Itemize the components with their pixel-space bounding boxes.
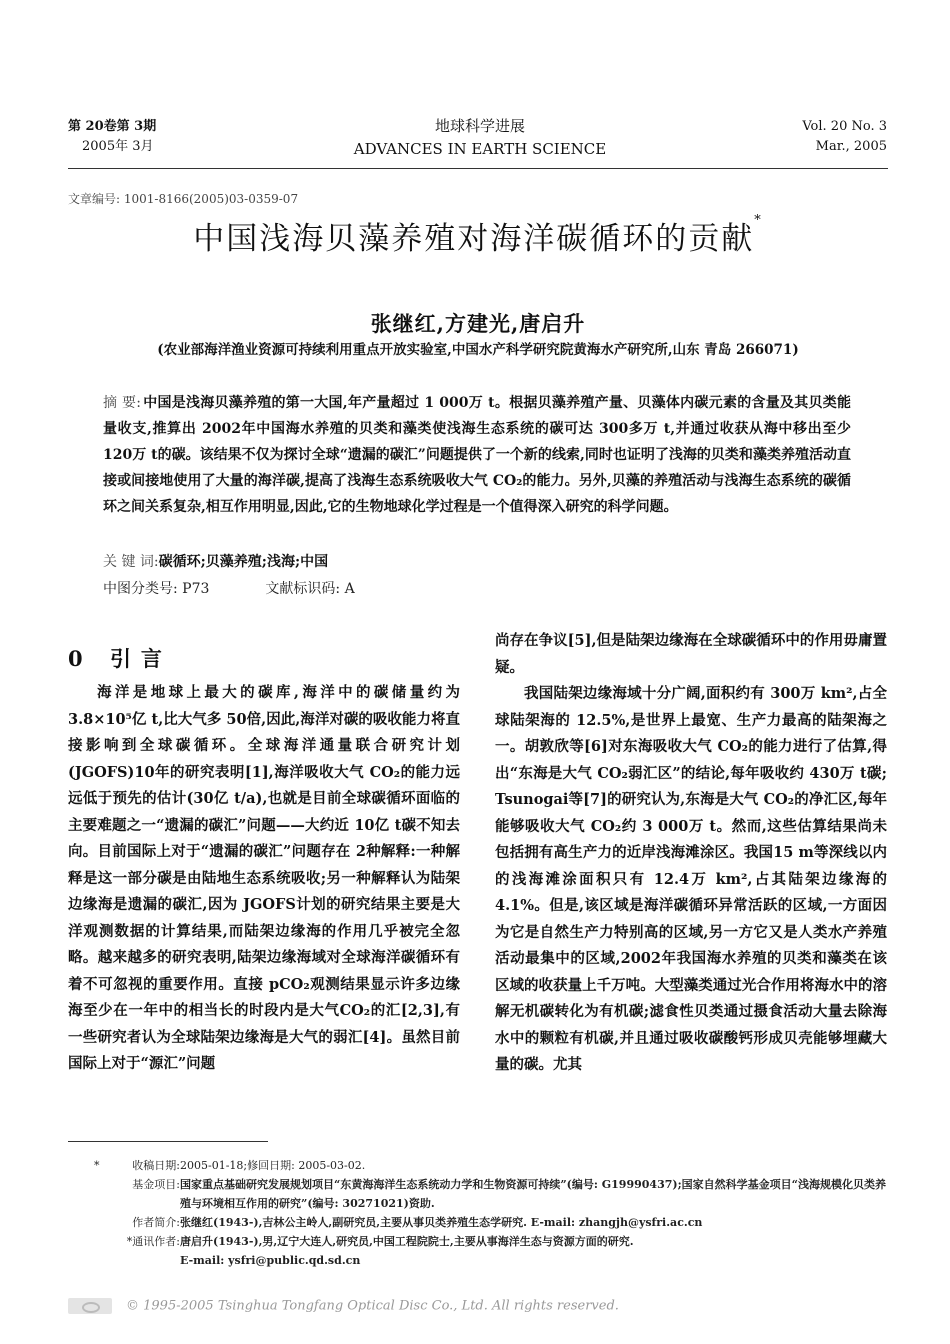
- document-code: 文献标识码: A: [265, 581, 355, 597]
- classification: [103, 578, 411, 598]
- clc-number: 中图分类号: P73: [103, 581, 210, 597]
- title-text: 中国浅海贝藻养殖对海洋碳循环的贡献: [193, 221, 755, 257]
- title-footnote-mark: *: [754, 213, 763, 228]
- publisher-logo-icon: [68, 1298, 112, 1314]
- footnote-divider: [68, 1141, 268, 1142]
- abstract-label: 摘 要:: [103, 395, 141, 411]
- volume-number: Vol. 20 No. 3: [802, 119, 887, 134]
- received-label: 收稿日期:: [132, 1159, 180, 1172]
- volume-date: Mar., 2005: [815, 139, 887, 154]
- footnote-email: [68, 1251, 888, 1270]
- page-title: [68, 213, 888, 258]
- corresponding-label: *通讯作者:: [126, 1235, 180, 1248]
- issue-info: [68, 117, 156, 157]
- article-number: 文章编号: 1001-8166(2005)03-0359-07: [68, 192, 299, 206]
- paragraph-continued: 尚存在争议[5],但是陆架边缘海在全球碳循环中的作用毋庸置疑。: [495, 632, 887, 676]
- copyright-bar: [68, 1298, 888, 1314]
- fund-text: 国家重点基础研究发展规划项目“东黄海海洋生态系统动力学和生物资源可持续”(编号: G19990437);国家自然科学基金项目“浅海规模化贝类养殖与环境相互作用的研究”(编号: 30271021)资助.: [180, 1178, 886, 1210]
- keywords-text: 碳循环;贝藻养殖;浅海;中国: [158, 554, 329, 570]
- author-text: 张继红(1943-),吉林公主岭人,副研究员,主要从事贝类养殖生态学研究. E-mail: zhangjh@ysfri.ac.cn: [180, 1216, 703, 1229]
- issue-number: 第 20卷第 3期: [68, 119, 157, 134]
- keywords: [103, 551, 328, 571]
- section-title: 引言: [109, 646, 172, 671]
- issue-date: 2005年 3月: [82, 139, 154, 154]
- footnotes: [68, 1156, 888, 1270]
- corresponding-text: 唐启升(1943-),男,辽宁大连人,研究员,中国工程院院士,主要从事海洋生态与资源方面的研究.: [180, 1235, 634, 1248]
- abstract: [103, 390, 851, 520]
- corresponding-email: E-mail: ysfri@public.qd.sd.cn: [180, 1254, 361, 1267]
- footnote-corresponding: [68, 1232, 888, 1251]
- section-number: 0: [68, 646, 93, 671]
- volume-info: [802, 117, 887, 157]
- header-divider: [68, 168, 888, 169]
- journal-name-en: ADVANCES IN EARTH SCIENCE: [353, 140, 607, 158]
- author-label: 作者简介:: [132, 1216, 180, 1229]
- fund-label: 基金项目:: [132, 1178, 180, 1191]
- section-heading: [68, 643, 172, 673]
- footnote-star: *: [94, 1159, 100, 1172]
- journal-name-cn: 地球科学进展: [434, 117, 525, 135]
- received-text: 2005-01-18;修回日期: 2005-03-02.: [180, 1159, 366, 1172]
- footnote-fund: [68, 1175, 888, 1213]
- author-list: 张继红,方建光,唐启升: [370, 311, 586, 336]
- body-column-right: [495, 628, 887, 1079]
- affiliation: (农业部海洋渔业资源可持续利用重点开放实验室,中国水产科学研究院黄海水产研究所,山东 青岛 266071): [157, 342, 799, 358]
- paragraph: 我国陆架边缘海域十分广阔,面积约有 300万 km²,占全球陆架海的 12.5%,是世界上最宽、生产力最高的陆架海之一。胡敦欣等[6]对东海吸收大气 CO₂的能力进行了估算,得出“东海是大气 CO₂弱汇区”的结论,每年吸收约 430万 t碳; Tsunogai等[7]的研究认为,东海是大气 CO₂的净汇区,每年能够吸收大气 CO₂约 3 000万 t。然而,这些估算结果尚未包括拥有高生产力的近岸浅海滩涂区。我国15 m等深线以内的浅海滩涂面积只有 12.4万 km²,占其陆架边缘海的 4.1%。但是,该区域是海洋碳循环异常活跃的区域,一方面因为它是自然生产力特别高的区域,另一方它又是人类水产养殖活动最集中的区域,2002年我国海水养殖的贝类和藻类在该区域的收获量上千万吨。大型藻类通过光合作用将海水中的溶解无机碳转化为有机碳;滤食性贝类通过摄食活动大量去除海水中的颗粒有机碳,并且通过吸收碳酸钙形成贝壳能够埋藏大量的碳。尤其: [495, 685, 887, 1073]
- footnote-received: [68, 1156, 888, 1175]
- paragraph: 海洋是地球上最大的碳库,海洋中的碳储量约为 3.8×10⁵亿 t,比大气多 50倍,因此,海洋对碳的吸收能力将直接影响到全球碳循环。全球海洋通量联合研究计划(JGOFS)10年的研究表明[1],海洋吸收大气 CO₂的能力远远低于预先的估计(30亿 t/a),也就是目前全球碳循环面临的主要难题之一“遗漏的碳汇”问题——大约近 10亿 t碳不知去向。目前国际上对于“遗漏的碳汇”问题存在 2种解释:一种解释是这一部分碳是由陆地生态系统吸收;另一种解释认为陆架边缘海是遗漏的碳汇,因为 JGOFS计划的研究结果主要是大洋观测数据的计算结果,而陆架边缘海的作用几乎被完全忽略。越来越多的研究表明,陆架边缘海域对全球海洋碳循环有着不可忽视的重要作用。直接 pCO₂观测结果显示许多边缘海至少在一年中的相当长的时段内是大气CO₂的汇[2,3],有一些研究者认为全球陆架边缘海是大气的弱汇[4]。虽然目前国际上对于“源汇”问题: [68, 684, 460, 1072]
- abstract-text: 中国是浅海贝藻养殖的第一大国,年产量超过 1 000万 t。根据贝藻养殖产量、贝藻体内碳元素的含量及其贝类能量收支,推算出 2002年中国海水养殖的贝类和藻类使浅海生态系统的碳可达 300多万 t,并通过收获从海中移出至少 120万 t的碳。该结果不仅为探讨全球“遗漏的碳汇”问题提供了一个新的线索,同时也证明了浅海的贝类和藻类养殖活动直接或间接地使用了大量的海洋碳,提高了浅海生态系统吸收大气 CO₂的能力。另外,贝藻的养殖活动与浅海生态系统的碳循环之间关系复杂,相互作用明显,因此,它的生物地球化学过程是一个值得深入研究的科学问题。: [103, 395, 851, 515]
- keywords-label: 关 键 词:: [103, 554, 159, 570]
- journal-name: [300, 115, 660, 161]
- copyright-text: © 1995-2005 Tsinghua Tongfang Optical Disc Co., Ltd. All rights reserved.: [126, 1298, 619, 1314]
- footnote-author: [68, 1213, 888, 1232]
- body-column-left: [68, 680, 460, 1078]
